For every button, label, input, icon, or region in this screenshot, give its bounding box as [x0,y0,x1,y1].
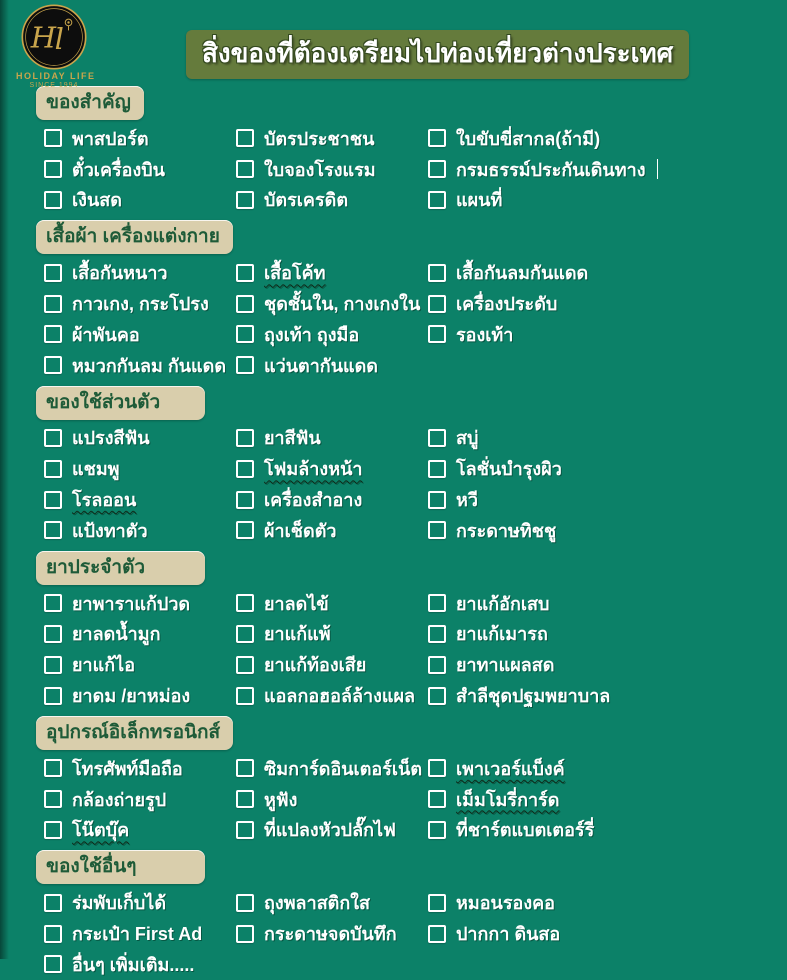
checklist-item-label: เงินสด [72,190,122,211]
checkbox[interactable] [236,325,254,343]
checklist-item-label: แชมพู [72,459,120,480]
checkbox[interactable] [44,594,62,612]
checklist-item [44,350,236,381]
section-header: ของสำคัญ [36,86,144,120]
checklist-item [44,680,236,711]
checkbox[interactable] [236,594,254,612]
checklist-item [44,123,236,154]
checklist-item [236,257,428,288]
checklist-item-label: ชุดชั้นใน, กางเกงใน [264,294,421,315]
checklist-item [428,887,787,918]
checklist-item-label: เสื้อกันลมกันแดด [456,263,589,284]
section-grid [36,753,787,845]
checklist-item [428,423,787,454]
holiday-life-logo [16,4,96,89]
checkbox[interactable] [44,356,62,374]
checklist-item-label: กล้องถ่ายรูป [72,789,167,810]
text-cursor [657,159,659,179]
checklist-item [428,453,787,484]
section-column [236,257,428,380]
checklist-item [428,815,787,846]
checkbox[interactable] [428,656,446,674]
section-column [236,123,428,215]
checkbox[interactable] [44,429,62,447]
checklist-item [428,619,787,650]
checklist-item-label: ปากกา ดินสอ [456,924,561,945]
svg-text:H: H [30,20,57,55]
section-column [428,887,787,979]
checkbox[interactable] [236,821,254,839]
checklist-section [36,850,787,979]
checklist-item [236,649,428,680]
checklist-item [428,753,787,784]
title-box [186,30,689,79]
checklist-item-label: โน๊ตบุ๊ค [72,820,130,841]
checklist-item [236,680,428,711]
checklist-item-label: อื่นๆ เพิ่มเติม..... [72,954,195,975]
checklist-item-label: เครื่องประดับ [456,294,558,315]
checklist-item-label: แปรงสีฟัน [72,428,150,449]
checklist-item-label: แป้งทาตัว [72,520,148,541]
checklist-item-label: กระเป๋า First Ad [72,924,203,945]
checkbox[interactable] [236,790,254,808]
section-column [44,257,236,380]
checkbox[interactable] [44,129,62,147]
checklist-item [44,815,236,846]
checklist-item-label: ที่ชาร์ตแบตเตอร์รี่ [456,820,595,841]
checklist-section [36,220,787,380]
section-header: ของใช้ส่วนตัว [36,386,205,420]
checkbox[interactable] [236,491,254,509]
section-column [44,753,236,845]
checkbox[interactable] [44,656,62,674]
checklist-item [236,918,428,949]
checklist-item-label: โลชั่นบำรุงผิว [456,459,562,480]
checklist-item-label: ผ้าพันคอ [72,324,140,345]
checklist-item-label: ยาลดไข้ [264,593,329,614]
checkbox[interactable] [428,264,446,282]
checkbox[interactable] [428,759,446,777]
checkbox[interactable] [428,821,446,839]
checklist-section [36,716,787,845]
checklist-item-label: หมวกกันลม กันแดด [72,355,227,376]
section-header: ยาประจำตัว [36,551,205,585]
checkbox[interactable] [44,790,62,808]
section-column [236,588,428,711]
section-column [428,123,787,215]
logo-since: SINCE 1994 [29,82,79,89]
checklist-item-label: เพาเวอร์แบ็งค์ [456,758,565,779]
section-column [428,588,787,711]
checkbox[interactable] [44,687,62,705]
checkbox[interactable] [428,295,446,313]
checklist-item-label: กรมธรรม์ประกันเดินทาง [456,159,646,180]
checkbox[interactable] [428,160,446,178]
checkbox[interactable] [236,295,254,313]
checklist-item [44,319,236,350]
checklist-item [236,619,428,650]
checklist-item [428,649,787,680]
checkbox[interactable] [428,894,446,912]
checkbox[interactable] [428,429,446,447]
section-header: อุปกรณ์อิเล็กทรอนิกส์ [36,716,233,750]
checkbox[interactable] [236,759,254,777]
checklist-item [44,423,236,454]
checkbox[interactable] [428,594,446,612]
section-grid [36,887,787,979]
checklist-item [236,515,428,546]
checklist-item [236,185,428,216]
checkbox[interactable] [44,191,62,209]
checklist-item [428,123,787,154]
checklist-item [44,918,236,949]
checklist-item-label: ยาสีฟัน [264,428,321,449]
checklist-item-label: รองเท้า [456,324,514,345]
checkbox[interactable] [428,625,446,643]
checklist-item-label: กาวเกง, กระโปรง [72,294,209,315]
checklist-item-label: ยาแก้ท้องเสีย [264,655,367,676]
checkbox[interactable] [44,625,62,643]
section-column [428,423,787,546]
checklist-item [44,649,236,680]
checkbox[interactable] [236,894,254,912]
checklist-item [428,515,787,546]
checklist-item [44,887,236,918]
checkbox[interactable] [44,295,62,313]
checkbox[interactable] [236,191,254,209]
checklist-section [36,86,787,215]
section-column [44,123,236,215]
checklist-section [36,386,787,546]
section-grid [36,257,787,380]
checklist-item [236,123,428,154]
checklist-item [44,257,236,288]
checkbox[interactable] [44,160,62,178]
checklist-item [236,784,428,815]
checklist-item [44,515,236,546]
checklist-item [44,619,236,650]
section-grid [36,423,787,546]
section-column [236,423,428,546]
checklist-item-label: ยาพาราแก้ปวด [72,593,191,614]
checklist-item [428,588,787,619]
checklist-item [236,887,428,918]
checkbox[interactable] [44,925,62,943]
checkbox[interactable] [44,894,62,912]
checklist-item [44,185,236,216]
checklist-item-label: ถุงเท้า ถุงมือ [264,324,360,345]
checklist-item-label: ใบขับขี่สากล(ถ้ามี) [456,128,601,149]
section-column [44,887,236,979]
checklist-item-label: สำลีชุดปฐมพยาบาล [456,686,611,707]
checklist-item [428,257,787,288]
checklist-item-label: ยาดม /ยาหม่อง [72,686,191,707]
checklist-item-label: กระดาษจดบันทึก [264,924,397,945]
section-column [236,753,428,845]
checklist-item-label: เสื้อกันหนาว [72,263,168,284]
checkbox[interactable] [236,429,254,447]
checkbox[interactable] [44,460,62,478]
page-header [0,0,787,89]
checklist-item-label: เม็มโมรี่การ์ด [456,789,560,810]
checkbox[interactable] [44,821,62,839]
checklist-item [428,154,787,185]
checklist-item [236,288,428,319]
checkbox[interactable] [44,491,62,509]
checklist-item [236,423,428,454]
logo-name: HOLIDAY LIFE [16,71,96,81]
checklist-item [428,185,787,216]
checklist-item [236,484,428,515]
checkbox[interactable] [236,356,254,374]
checklist-item-label: เสื้อโค้ท [264,263,326,284]
checkbox[interactable] [428,521,446,539]
section-grid [36,123,787,215]
checklist-item [44,784,236,815]
checklist-item-label: ถุงพลาสติกใส [264,893,371,914]
checklist-item-label: แอลกอฮอล์ล้างแผล [264,686,416,707]
checklist-item-label: โรลออน [72,490,137,511]
checklist-item [236,350,428,381]
checklist-item [428,918,787,949]
checklist-item [236,319,428,350]
checklist-item-label: แผนที่ [456,190,503,211]
checkbox[interactable] [428,129,446,147]
checklist-item-label: พาสปอร์ต [72,128,149,149]
page-title: สิ่งของที่ต้องเตรียมไปท่องเที่ยวต่างประเทศ [202,38,674,68]
checkbox[interactable] [44,759,62,777]
checkbox[interactable] [236,460,254,478]
checkbox[interactable] [236,160,254,178]
checklist-item-label: กระดาษทิชชู [456,520,557,541]
checklist-item-label: เครื่องสำอาง [264,490,363,511]
checklist-item-label: ที่แปลงหัวปลั๊กไฟ [264,820,396,841]
checkbox[interactable] [428,925,446,943]
checklist-item [428,288,787,319]
checkbox[interactable] [44,521,62,539]
checklist-item-label: ยาทาแผลสด [456,655,555,676]
checklist-item-label: ยาแก้ไอ [72,655,136,676]
checklist-item-label: ร่มพับเก็บได้ [72,893,167,914]
checklist-item [44,154,236,185]
checkbox[interactable] [236,129,254,147]
checklist-section [36,551,787,711]
checkbox[interactable] [236,925,254,943]
checklist-item-label: ยาแก้แพ้ [264,624,331,645]
checklist-item-label: บัตรประชาชน [264,128,375,149]
checklist-item-label: บัตรเครดิต [264,190,349,211]
checklist-item [44,484,236,515]
checklist-item-label: หวี [456,490,478,511]
checklist-item [44,588,236,619]
checkbox[interactable] [44,955,62,973]
checkbox[interactable] [236,625,254,643]
checklist-item-label: ใบจองโรงแรม [264,159,376,180]
checkbox[interactable] [428,491,446,509]
checklist-item [428,784,787,815]
checklist-item [428,680,787,711]
checkbox[interactable] [236,264,254,282]
logo-emblem-icon [21,4,87,70]
checkbox[interactable] [428,460,446,478]
checklist-item-label: ยาลดน้ำมูก [72,624,161,645]
checklist-item [44,949,236,980]
checkbox[interactable] [236,521,254,539]
checklist-item-label: แว่นตากันแดด [264,355,378,376]
checklist-item-label: ตั๋วเครื่องบิน [72,159,165,180]
checkbox[interactable] [236,687,254,705]
checklist-item-label: หมอนรองคอ [456,893,555,914]
checklist-item [236,753,428,784]
section-column [236,887,428,979]
checklist-item-label: โทรศัพท์มือถือ [72,758,183,779]
section-column [428,753,787,845]
checkbox[interactable] [44,325,62,343]
section-grid [36,588,787,711]
checklist-item [428,484,787,515]
checklist-item [44,453,236,484]
section-column [428,257,787,380]
checkbox[interactable] [428,325,446,343]
checklist-item-label: ซิมการ์ดอินเตอร์เน็ต [264,758,423,779]
checklist-item-label: โฟมล้างหน้า [264,459,363,480]
checklist-item [236,588,428,619]
checklist-item-label: หูฟัง [264,789,298,810]
checklist-item-label: สบู่ [456,428,479,449]
checkbox[interactable] [428,191,446,209]
checkbox[interactable] [44,264,62,282]
checklist-item [428,319,787,350]
section-column [44,588,236,711]
section-column [44,423,236,546]
svg-text:l: l [54,21,64,56]
checklist-item-label: ผ้าเช็ดตัว [264,520,337,541]
checklist-item [236,154,428,185]
section-header: ของใช้อื่นๆ [36,850,205,884]
checklist-item [236,453,428,484]
checkbox[interactable] [428,687,446,705]
checklist-item-label: ยาแก้เมารถ [456,624,548,645]
section-header: เสื้อผ้า เครื่องแต่งกาย [36,220,233,254]
checkbox[interactable] [236,656,254,674]
checklist-item [236,815,428,846]
checklist [0,82,787,980]
checklist-item [44,288,236,319]
checklist-item [44,753,236,784]
checkbox[interactable] [428,790,446,808]
checklist-item-label: ยาแก้อักเสบ [456,593,550,614]
